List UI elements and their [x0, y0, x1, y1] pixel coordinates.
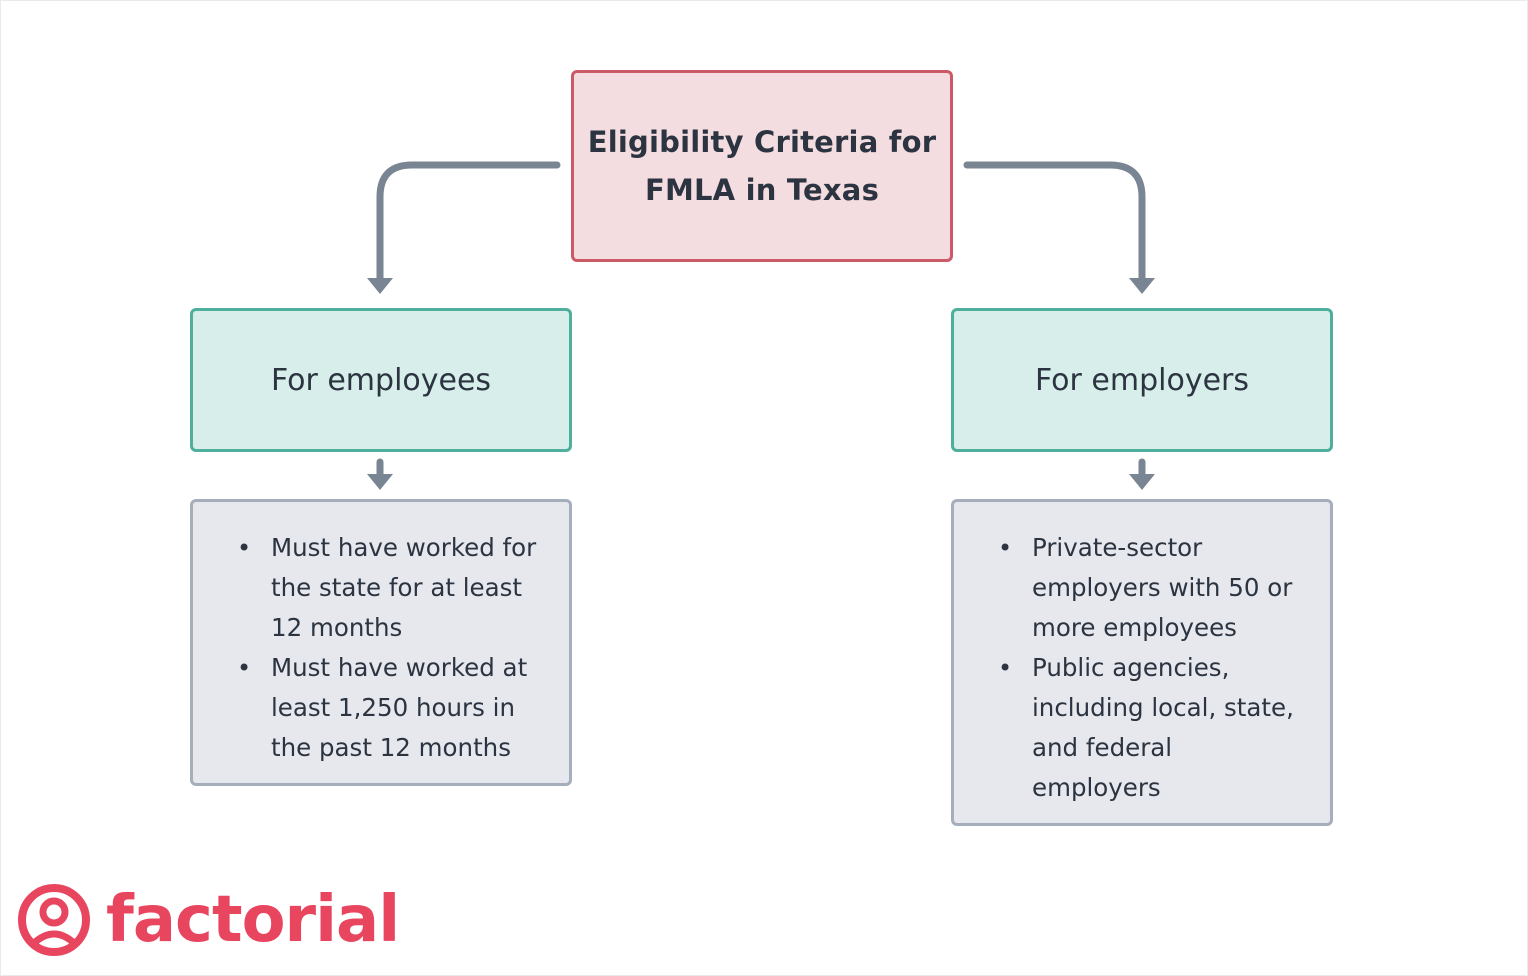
person-in-circle-icon [16, 882, 92, 958]
employees-node [190, 308, 572, 452]
list-item [237, 528, 537, 648]
list-item [998, 528, 1294, 648]
arrowhead-left-top [367, 278, 393, 294]
arrowhead-right-top [1129, 278, 1155, 294]
employees-label: For employees [270, 362, 492, 398]
bullet-icon: • [237, 654, 252, 682]
list-item-line: the past 12 months [271, 733, 511, 762]
list-item-line: more employees [1032, 613, 1237, 642]
title-line-2: FMLA in Texas [644, 173, 880, 207]
title-line-1: Eligibility Criteria for [587, 125, 937, 159]
list-item-line: and federal [1032, 733, 1173, 762]
title-node [571, 70, 953, 262]
list-item [237, 648, 536, 768]
list-item-line: the state for at least [271, 573, 522, 602]
employers-criteria-node [951, 499, 1333, 826]
list-item-line: Private-sector [1032, 533, 1203, 562]
list-item-line: Must have worked at [271, 653, 528, 682]
employees-criteria-list [193, 502, 554, 768]
bullet-icon: • [998, 534, 1013, 562]
factorial-logo [16, 880, 399, 960]
employers-node [951, 308, 1333, 452]
arrowhead-right-lower [1129, 474, 1155, 490]
logo-wordmark: factorial [106, 883, 400, 957]
arrowhead-left-lower [367, 474, 393, 490]
list-item-line: employers with 50 or [1032, 573, 1293, 602]
employees-criteria-node [190, 499, 572, 786]
list-item-line: 12 months [271, 613, 403, 642]
list-item [998, 648, 1294, 808]
bullet-icon: • [237, 534, 252, 562]
employers-label: For employers [1035, 362, 1249, 398]
list-item-line: including local, state, [1032, 693, 1294, 722]
employers-criteria-list [954, 502, 1312, 808]
bullet-icon: • [998, 654, 1013, 682]
list-item-line: employers [1032, 773, 1161, 802]
list-item-line: least 1,250 hours in [271, 693, 515, 722]
title-text [588, 118, 936, 214]
connector-right-elbow [967, 165, 1142, 282]
list-item-line: Public agencies, [1032, 653, 1230, 682]
list-item-line: Must have worked for [271, 533, 537, 562]
connector-left-elbow [380, 165, 557, 282]
